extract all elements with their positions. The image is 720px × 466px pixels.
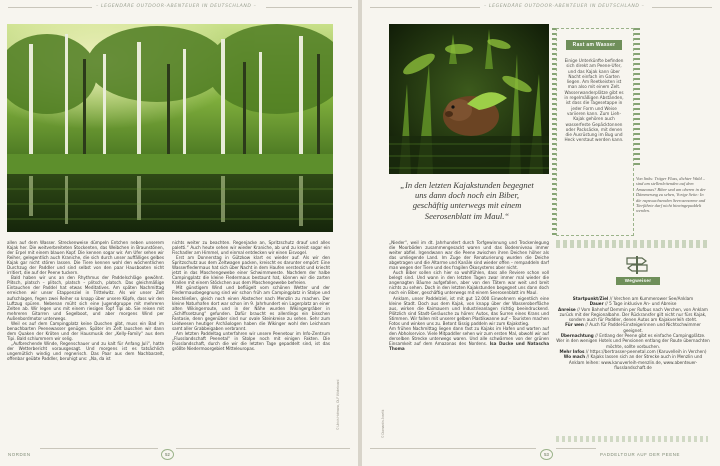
info-value: Auch für Paddel-Einsteigerinnen und Nichtschwimmer geeignet. — [589, 322, 701, 333]
paragraph: Weil es auf dem Campingplatz keine Duschen gibt, muss ein Bad im benachbarten Peenewasser genügen. Später im Zelt lauschen wir dann dem Quaken der Kröten und der Hausmusik der „Kelly-Family“ aus dem Tipi. Bald schlummern wir selig. — [7, 320, 164, 341]
info-value: Verchen am Kummerower See/Anklam — [613, 296, 694, 301]
sidebar-title: Rast am Wasser — [566, 40, 622, 50]
article-column-left-2 — [172, 240, 330, 446]
info-entry: Startpunkt/Ziel // Verchen am Kummerower See/Anklam — [572, 296, 694, 301]
paragraph: Mit günstigem Wind und beflügelt vom schönen Wetter und der Fledermausbegegnung sind wir schon früh am Campingplatz in Stolpe und beschließen, gleich noch einen Abstecher nach Menzlin zu machen. Der kleine Naturhafen dort war schon im 9. Jahrhundert ein Lagerplatz an einer alten Wikingerroute, und in der Nähe wurden Wikingergräber in „Schiffssetzung“ gefunden. Dafür braucht es allerdings ein bisschen Fantasie, denn gegenüber sind nur ovale Steinkreise zu sehen. Sehr zum Leidwesen heutiger Archäologen haben die Wikinger wohl den Leichnam samt aller Grabbeigaben verbrannt. — [172, 285, 330, 331]
article-column-left-1 — [7, 240, 164, 446]
beaver-photo — [389, 24, 549, 174]
running-head-rule — [8, 7, 92, 8]
page-number-right: 53 — [540, 449, 553, 460]
page-number-left: 52 — [161, 449, 174, 460]
paragraph: Am letzten Paddeltag unterfahren wir unsere Peenetour im Info-Zentrum „Flusslandschaft Peenetal“ in Stolpe noch mit einigen Fakten. Die Flusslandschaft, durch die wir die letzten Tage gepaddelt sind, ist das größte Niedermoorgebiet Mitteleuropas. — [172, 330, 330, 351]
info-value: Entlang der Peene gibt es einfache Campingplätze. Wer in den wenigen Hotels und Pensionen entlang der Route übernachten möchte, sollte vorbuchen. — [556, 333, 710, 349]
running-head-rule — [370, 7, 480, 8]
beaver-illustration — [389, 24, 549, 174]
footer-rule — [370, 448, 536, 449]
lake-forest-illustration — [7, 24, 333, 232]
paragraph: Bald haben wir uns an den Rhythmus der Paddelschläge gewöhnt. Plitsch, platsch – plitsch, platsch – plitsch, platsch. Das gleichmäßige Eintauchen der Paddel hat etwas Meditatives. Am späten Nachmittag erreichen wir unser Etappenziel in Trittelwitz. Als wir unser Zelt aufschlagen, fegen zwei Reiher so knapp über unsere Köpfe, dass wir den Luftzug spüren. Nebenan müht sich eine Jugendgruppe mit mehreren Zelten ab. Wir legen uns mit einem riesigen Topf Tipi ab. Sie reisen mit mehreren Gitarren und Segelboot, und aber morgens Wind per Außenbordmotor unterwegs. — [7, 275, 164, 321]
decorative-border — [556, 240, 708, 248]
paragraph: Erst am Donnerstag in Gützkow klart es wieder auf. Als wir den Spritzschutz aus dem Zeltwagen packen, kreischt es darunter empört: Eine Wasserfledermaus hat sich über Nacht in dem Haufen versteckt und kriecht jetzt in das Maschengewebe einer Schwimmweste. Nachdem der halbe Campingplatz die kleine Fledermaus bestaunt hat, können wir die zarten Krallen mit einem Stöckchen aus dem Maschengewebe befreien. — [172, 255, 330, 286]
signpost-icon — [624, 254, 650, 274]
sidebar-text: Einige Unterkünfte befinden sich direkt am Peene-Ufer, und das Kajak kann über Nacht einfach im Garten liegen. Am Reetkeisten ist man also mit einem Zelt. Wasserwanderplätze gibt es in regelmäßigen Abständen, ist dass die Tagesetappe in jeder Form und Weise variieren kann. Zum Lieh-Kajak gehören auch wasserfeste Gepäcktonnen oder Packsäcke, mit denen die Ausrüstung im Bug und Heck verstaut werden kann. — [564, 58, 624, 143]
info-label: Startpunkt/Ziel — [572, 296, 609, 301]
decorative-border — [556, 436, 708, 442]
running-head-right: – LEGENDÄRE OUTDOOR-ABENTEUER IN DEUTSCHLAND – — [484, 4, 645, 9]
photo-credit-left: © Ulrich Hofmann, OLF Whiteboard — [336, 379, 340, 430]
lake-forest-photo — [7, 24, 333, 232]
left-page — [0, 0, 358, 466]
paragraph: Am frühen Nachmittag liegen dann fast zu Kajaks im Hafen und warten auf den Abholservice. Viele Mitpaddler sehen wir zum ersten Mal, obwohl wir auf derselben Strecke unterwegs waren. Und alle schwärmen von der grünen Einsamkeit auf dem Amazonas des Nordens. — [389, 325, 549, 346]
info-value: Kajaks lassen sich an der Strecke auch in Menzlin und Anklam leihen: www.kanuverleih-menzlin.de, www.abenteuer-flusslandschaft.de — [568, 354, 703, 370]
info-entry: Anreise // Vom Bahnhof Demmin per Rufbus nach Verchen, von Anklam zurück mit der Regionalbahn. Der Rückransfer gilt nicht nur fürs Kajak, sondern auch für Paddler, denen Autos am Kajakverleih steht. — [558, 306, 708, 323]
running-head-rule — [652, 7, 712, 8]
wegweiser-title: Wegweiser — [616, 277, 660, 285]
info-value: Vom Bahnhof Demmin per Rufbus nach Verchen, von Anklam zurück mit der Regionalbahn. Der Rückransfer gilt nicht nur fürs Kajak, sondern auch für Paddler, denen Autos am Kajakverleih steht. — [559, 306, 708, 323]
info-label: Wo mach — [563, 354, 586, 360]
info-label: Anreise — [558, 306, 576, 312]
paragraph: nichts weiter zu beachten. Regenjacke an, Spritzschutz drauf und alles paletti.“ Auch heute sehen wir wieder Kraniche, ab und zu kreist sogar ein Fischadler am Himmel, und einmal entdecken wir einen Eisvogel. — [172, 240, 330, 256]
paragraph: „Aufbrechende Winde, Regenschauer und zu kalt für Anfang Juli“, hatte der Wetterbericht vorausgesagt. Und morgens ist es tatsächlich ungemütlich windig und regnerisch. Das Paar aus dem Nachbarzelt, offenbar geübte Paddler, beruhigt uns: „Na, da ist — [7, 340, 164, 362]
info-entry: Dauer // 5 Tage inklusive An- und Abreise — [589, 301, 677, 307]
info-entry: Übernachtung // Entlang der Peene gibt es einfache Campingplätze. Wer in den wenigen Hotels und Pensionen entlang der Route übernachten möchte, sollte vorbuchen. — [556, 333, 710, 349]
paragraph: „Nieder“, weil im dt. Jahrhundert durch Torfgewinnung und Trockenlegung die Moorböden zusammengesackt waren und das Bodenniveau immer weiter abfiel. Irgendwann war die Peene zwischen ihren Deichen höher als das umliegende Land. Im Zuge der Renaturierung wurden die Deiche abgetragen und die Altarme und Kanäle sind wieder offen – rempaddeln darf man wegen der Tiere und des fragilen Ökosystems aber nicht. — [389, 240, 549, 271]
paragraph: Auch Biber sollen sich hier so wohlfühlen, dass alle Reviere schon voll belegt sind. Und wann in den letzten Tagen zwar immer mal wieder die angenagten Bäume aufgefallen, aber von den Tätern war weit und breit nichts zu sehen. Doch in den letzten Kajakstunden begegnet uns dann doch noch ein Biber, geschäftig unterwegs mit einem Seerosenblatt im Maul. — [389, 270, 549, 296]
running-head-left: – LEGENDÄRE OUTDOOR-ABENTEUER IN DEUTSCHLAND – — [96, 4, 257, 9]
paragraph: Anklam, unser Paddelziel, ist mit gut 12.000 Einwohnern eigentlich eine kleine Stadt. Doch aus dem Kajak, von knapp über der Wasseroberfläche aus, wirken die Kaimauern und Industrieanlagen richtig beeindruckend. Plötzlich sind Stadt-Geräusche zu hören: Autos, das Surren eines Krans und Stimmen. Wir fallen mit unserer gelben Plastikwanne auf – Touristen machen Fotos und winken uns zu. Betont lässig paddeln wir zum Kajakstieg. — [389, 295, 549, 326]
info-label: Mehr Infos — [559, 348, 585, 354]
info-entry: Für wen // Auch für Paddel-Einsteigerinnen und Nichtschwimmer geeignet. — [565, 322, 701, 333]
wegweiser-info — [556, 296, 710, 370]
author-byline: Isa Ducke und Natascha Thoma — [389, 340, 549, 351]
footer-rule — [40, 448, 158, 449]
info-label: Für wen — [565, 322, 584, 328]
info-label: Übernachtung — [560, 333, 594, 339]
running-head-rule — [266, 7, 352, 8]
info-label: Dauer — [589, 301, 604, 307]
pull-quote: „In den letzten Kajakstunden begegnet uns dann doch noch ein Biber, geschäftig unterwegs mit einem Seerosenblatt im Maul.“ — [400, 180, 534, 221]
vine-ornament — [634, 28, 640, 168]
footer-rule — [176, 448, 350, 449]
article-column-right-1 — [389, 240, 549, 446]
info-entry: Mehr Infos // https://bertrasser-peenetal.com (Karuvelleih in Verchen) — [559, 348, 707, 354]
footer-rule — [556, 448, 596, 449]
paragraph: allen auf dem Wasser. Streckenweise dümpeln Entchen neben unserem Kajak her. Die weitverbreiteten Stockenten, das Weibchen in Braunstönen, der Erpel mit einem blauen Kopf. Die kennen sogar wir. Am Ufer sehen wir Reiher, gelegentlich auch Kraniche, die sich durch unser auffälliges gelbes Kajak gar nicht stören lassen. Die Tiere kennen wohl den wöchentlichen Durchzug der Paddler und sind selbst von den paar Hausbooten nicht irritiert, die auf der Peene tuckern. — [7, 240, 164, 276]
info-entry: Wo mach // Kajaks lassen sich an der Strecke auch in Menzlin und Anklam leihen: www.kanuverleih-menzlin.de, www.abenteuer-flusslandschaft.de — [563, 354, 703, 370]
info-value: https://bertrasser-peenetal.com (Karuvelleih in Verchen) — [589, 348, 707, 354]
photo-credit-right: © Diamantin Josefik — [381, 409, 385, 438]
photo-caption: Von links: Träger Fluss, dichter Wald – sind am stellenleitenden auf dem Amazonas? Biber und am oberen in der Dämmerung zu sehen, Vorige Seite: In die rapswachsenden Seerosenarme und Tierfährte darf nicht hineingepaddelt werden. — [636, 176, 706, 214]
footer-section-right: PADDELTOUR AUF DER PEENE — [600, 452, 681, 457]
footer-section-left: NORDEN — [8, 452, 31, 457]
info-value: 5 Tage inklusive An- und Abreise — [609, 301, 677, 307]
